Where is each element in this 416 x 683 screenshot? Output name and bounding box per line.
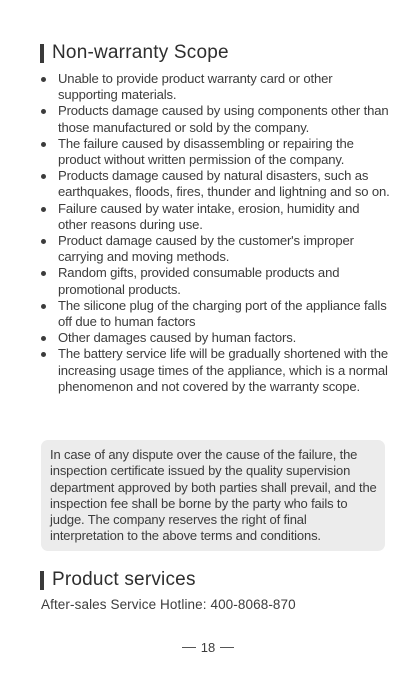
section-title: Non-warranty Scope [52,42,229,63]
list-item-text: Products damage caused by using components other than those manufactured or sold by the company. [58,103,389,135]
bullet-icon [41,109,46,114]
list-item-text: Random gifts, provided consumable products and promotional products. [58,265,340,297]
list-item-text: Products damage caused by natural disasters, such as earthquakes, floods, fires, thunder and lightning and so on. [58,168,390,200]
bullet-icon [41,239,46,244]
bullet-icon [41,142,46,147]
page-number: 18 [200,640,216,655]
list-item [38,201,390,233]
list-item [38,103,390,135]
list-item [38,136,390,168]
section-heading-product-services [40,569,196,591]
bullet-icon [41,174,46,179]
list-item-text: Unable to provide product warranty card or other supporting materials. [58,71,333,103]
list-item [38,346,390,395]
bullet-icon [41,352,46,357]
non-warranty-list [38,71,390,395]
list-item-text: The failure caused by disassembling or repairing the product without written permission of the company. [58,135,354,168]
list-item [38,298,390,330]
dash-left [182,647,196,648]
page-number-footer [0,640,416,655]
bullet-icon [41,207,46,212]
bullet-icon [41,336,46,341]
section-heading-non-warranty [40,42,229,64]
list-item [38,330,390,346]
list-item-text: The silicone plug of the charging port of the appliance falls off due to human factors [58,297,387,330]
list-item-text: The battery service life will be gradually shortened with the increasing usage times of the appliance, which is a normal phenomenon and not covered by the warranty scope. [58,346,389,394]
list-item [38,168,390,200]
list-item-text: Failure caused by water intake, erosion, humidity and other reasons during use. [58,200,360,232]
list-item [38,233,390,265]
dispute-notice-box: In case of any dispute over the cause of the failure, the inspection certificate issued by the quality supervision department approved by both parties shall prevail, and the inspection fee shall be borne by the party who fails to judge. The company reserves the right of final interpretation to the above terms and conditions. [41,440,385,551]
list-item [38,71,390,103]
list-item [38,265,390,297]
section-title: Product services [52,569,196,590]
bullet-icon [41,77,46,82]
service-hotline: After-sales Service Hotline: 400-8068-870 [41,597,296,612]
bullet-icon [41,304,46,309]
list-item-text: Product damage caused by the customer's improper carrying and moving methods. [58,233,354,265]
dash-right [220,647,234,648]
bullet-icon [41,271,46,276]
heading-bar [40,44,44,63]
heading-bar [40,571,44,590]
list-item-text: Other damages caused by human factors. [58,330,297,346]
